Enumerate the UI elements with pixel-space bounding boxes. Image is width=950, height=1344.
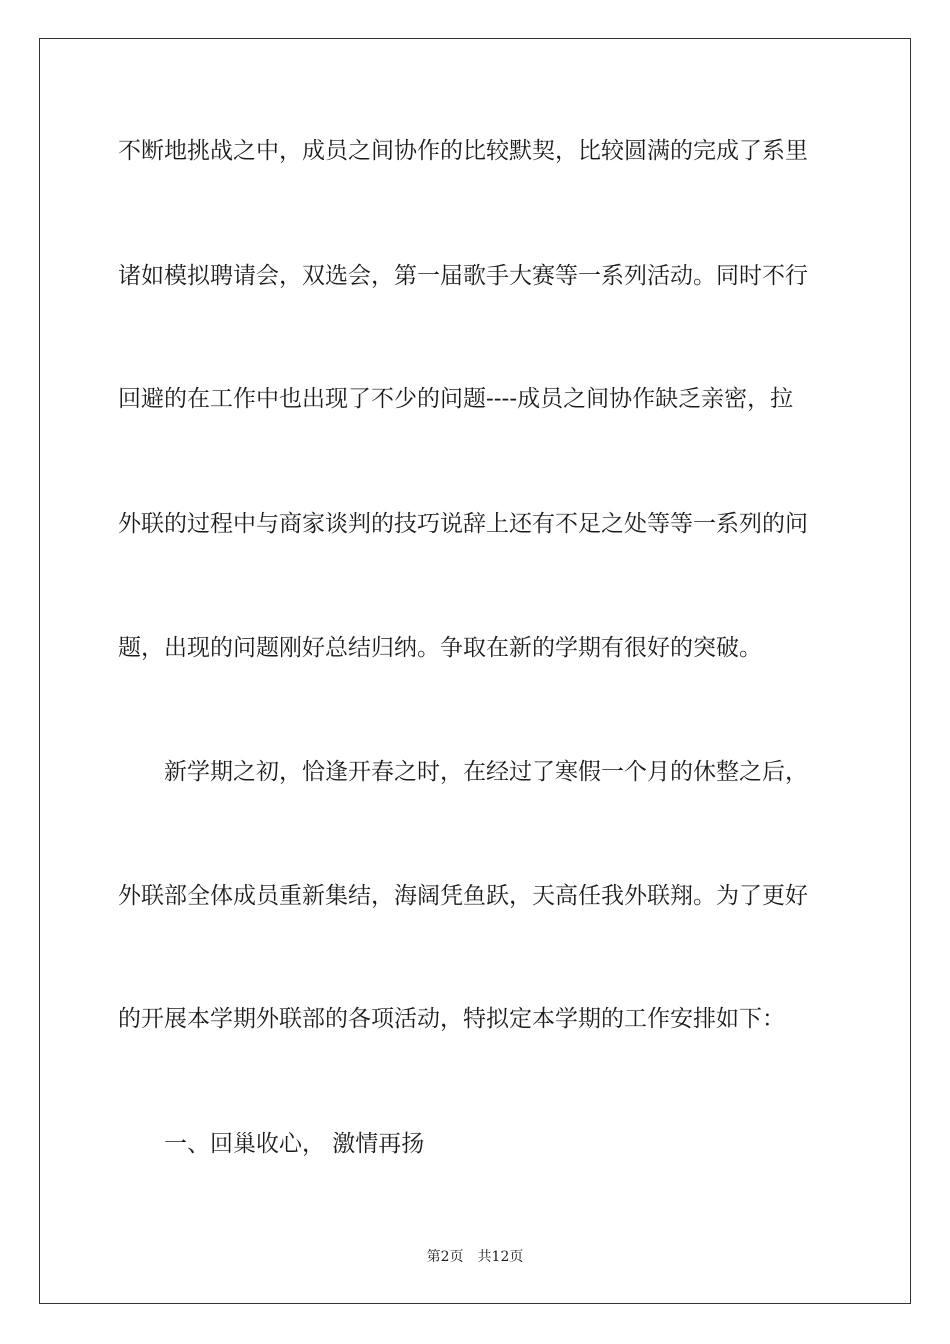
body-text-line: 题，出现的问题刚好总结归纳。争取在新的学期有很好的突破。 <box>118 635 762 661</box>
page-footer <box>0 1248 950 1266</box>
paragraph-first-line: 新学期之初，恰逢开春之时，在经过了寒假一个月的休整之后， <box>164 759 808 785</box>
body-text-line: 外联的过程中与商家谈判的技巧说辞上还有不足之处等等一系列的问 <box>118 511 808 537</box>
page-number: 第2页 <box>426 1249 464 1265</box>
section-heading: 一、回巢收心， 激情再扬 <box>164 1131 425 1157</box>
body-text-line: 外联部全体成员重新集结，海阔凭鱼跃，天高任我外联翔。为了更好 <box>118 883 808 909</box>
body-text-line: 的开展本学期外联部的各项活动，特拟定本学期的工作安排如下： <box>118 1006 785 1032</box>
body-text-line: 不断地挑战之中，成员之间协作的比较默契，比较圆满的完成了系里 <box>118 138 808 164</box>
body-text-line: 回避的在工作中也出现了不少的问题----成员之间协作缺乏亲密，拉 <box>118 386 794 412</box>
body-text-line: 诸如模拟聘请会，双选会，第一届歌手大赛等一系列活动。同时不行 <box>118 263 808 289</box>
page-total: 共12页 <box>477 1249 524 1265</box>
page-border <box>39 38 911 1304</box>
